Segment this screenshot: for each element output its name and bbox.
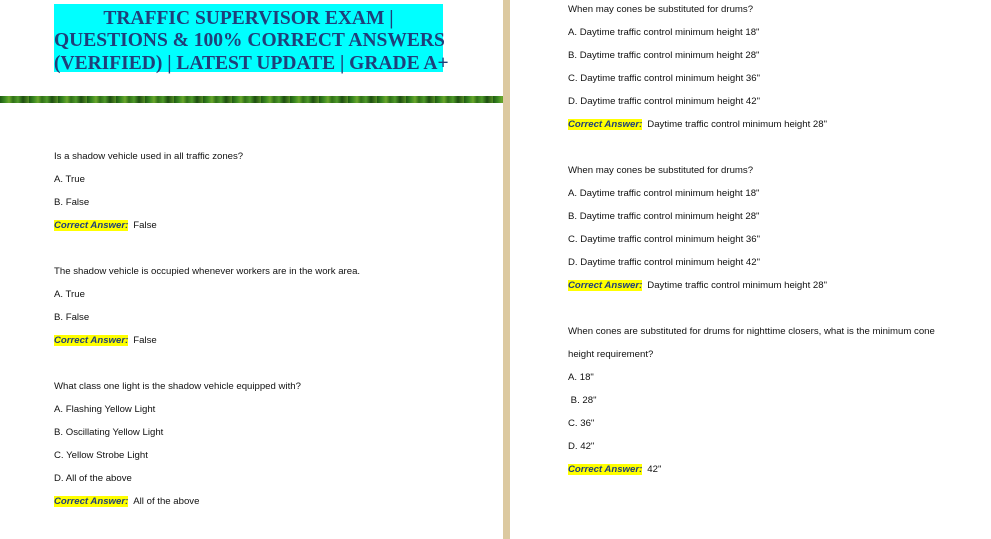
- question-text: Is a shadow vehicle used in all traffic zones?: [54, 151, 244, 162]
- question-text: When may cones be substituted for drums?: [568, 165, 754, 176]
- option: C. Yellow Strobe Light: [54, 450, 148, 461]
- option: B. Oscillating Yellow Light: [54, 427, 164, 438]
- correct-answer-label: Correct Answer:: [568, 280, 643, 291]
- option: B. False: [54, 197, 90, 208]
- option: A. 18": [568, 372, 594, 383]
- question-text: height requirement?: [568, 349, 654, 360]
- correct-answer: [568, 119, 827, 131]
- option: A. True: [54, 289, 85, 300]
- option: D. All of the above: [54, 473, 132, 484]
- option: C. Daytime traffic control minimum height 36": [568, 234, 760, 245]
- title-line-1: TRAFFIC SUPERVISOR EXAM |: [103, 8, 394, 29]
- option: B. 28": [568, 395, 597, 406]
- correct-answer: [54, 335, 157, 347]
- question-text: The shadow vehicle is occupied whenever workers are in the work area.: [54, 266, 361, 277]
- page-right: [510, 0, 991, 539]
- option: C. Daytime traffic control minimum height 36": [568, 73, 760, 84]
- page-gutter: [503, 0, 510, 539]
- correct-answer-label: Correct Answer:: [54, 496, 129, 507]
- correct-answer-value: All of the above: [133, 496, 200, 507]
- question-text: When cones are substituted for drums for nighttime closers, what is the minimum cone: [568, 326, 935, 337]
- option: D. Daytime traffic control minimum height 42": [568, 96, 760, 107]
- correct-answer-value: Daytime traffic control minimum height 28": [647, 280, 827, 291]
- option: A. Daytime traffic control minimum height 18": [568, 188, 760, 199]
- title-line-2: QUESTIONS & 100% CORRECT ANSWERS: [54, 30, 445, 51]
- correct-answer: [54, 220, 157, 232]
- correct-answer-label: Correct Answer:: [568, 464, 643, 475]
- option: A. Flashing Yellow Light: [54, 404, 156, 415]
- title-line-3: (VERIFIED) | LATEST UPDATE | GRADE A+: [54, 53, 449, 74]
- correct-answer-value: False: [133, 220, 157, 231]
- correct-answer-value: 42": [647, 464, 662, 475]
- correct-answer-label: Correct Answer:: [54, 220, 129, 231]
- option: C. 36": [568, 418, 595, 429]
- option: B. False: [54, 312, 90, 323]
- correct-answer-value: False: [133, 335, 157, 346]
- option: D. Daytime traffic control minimum height 42": [568, 257, 760, 268]
- decorative-divider: [0, 96, 503, 103]
- option: D. 42": [568, 441, 595, 452]
- option: A. Daytime traffic control minimum height 18": [568, 27, 760, 38]
- correct-answer-label: Correct Answer:: [568, 119, 643, 130]
- correct-answer-value: Daytime traffic control minimum height 28": [647, 119, 827, 130]
- question-text: When may cones be substituted for drums?: [568, 4, 754, 15]
- question-text: What class one light is the shadow vehicle equipped with?: [54, 381, 301, 392]
- option: B. Daytime traffic control minimum height 28": [568, 211, 760, 222]
- correct-answer-label: Correct Answer:: [54, 335, 129, 346]
- correct-answer: [568, 464, 661, 476]
- option: B. Daytime traffic control minimum height 28": [568, 50, 760, 61]
- correct-answer: [54, 496, 199, 508]
- document-title: [54, 4, 449, 74]
- correct-answer: [568, 280, 827, 292]
- option: A. True: [54, 174, 85, 185]
